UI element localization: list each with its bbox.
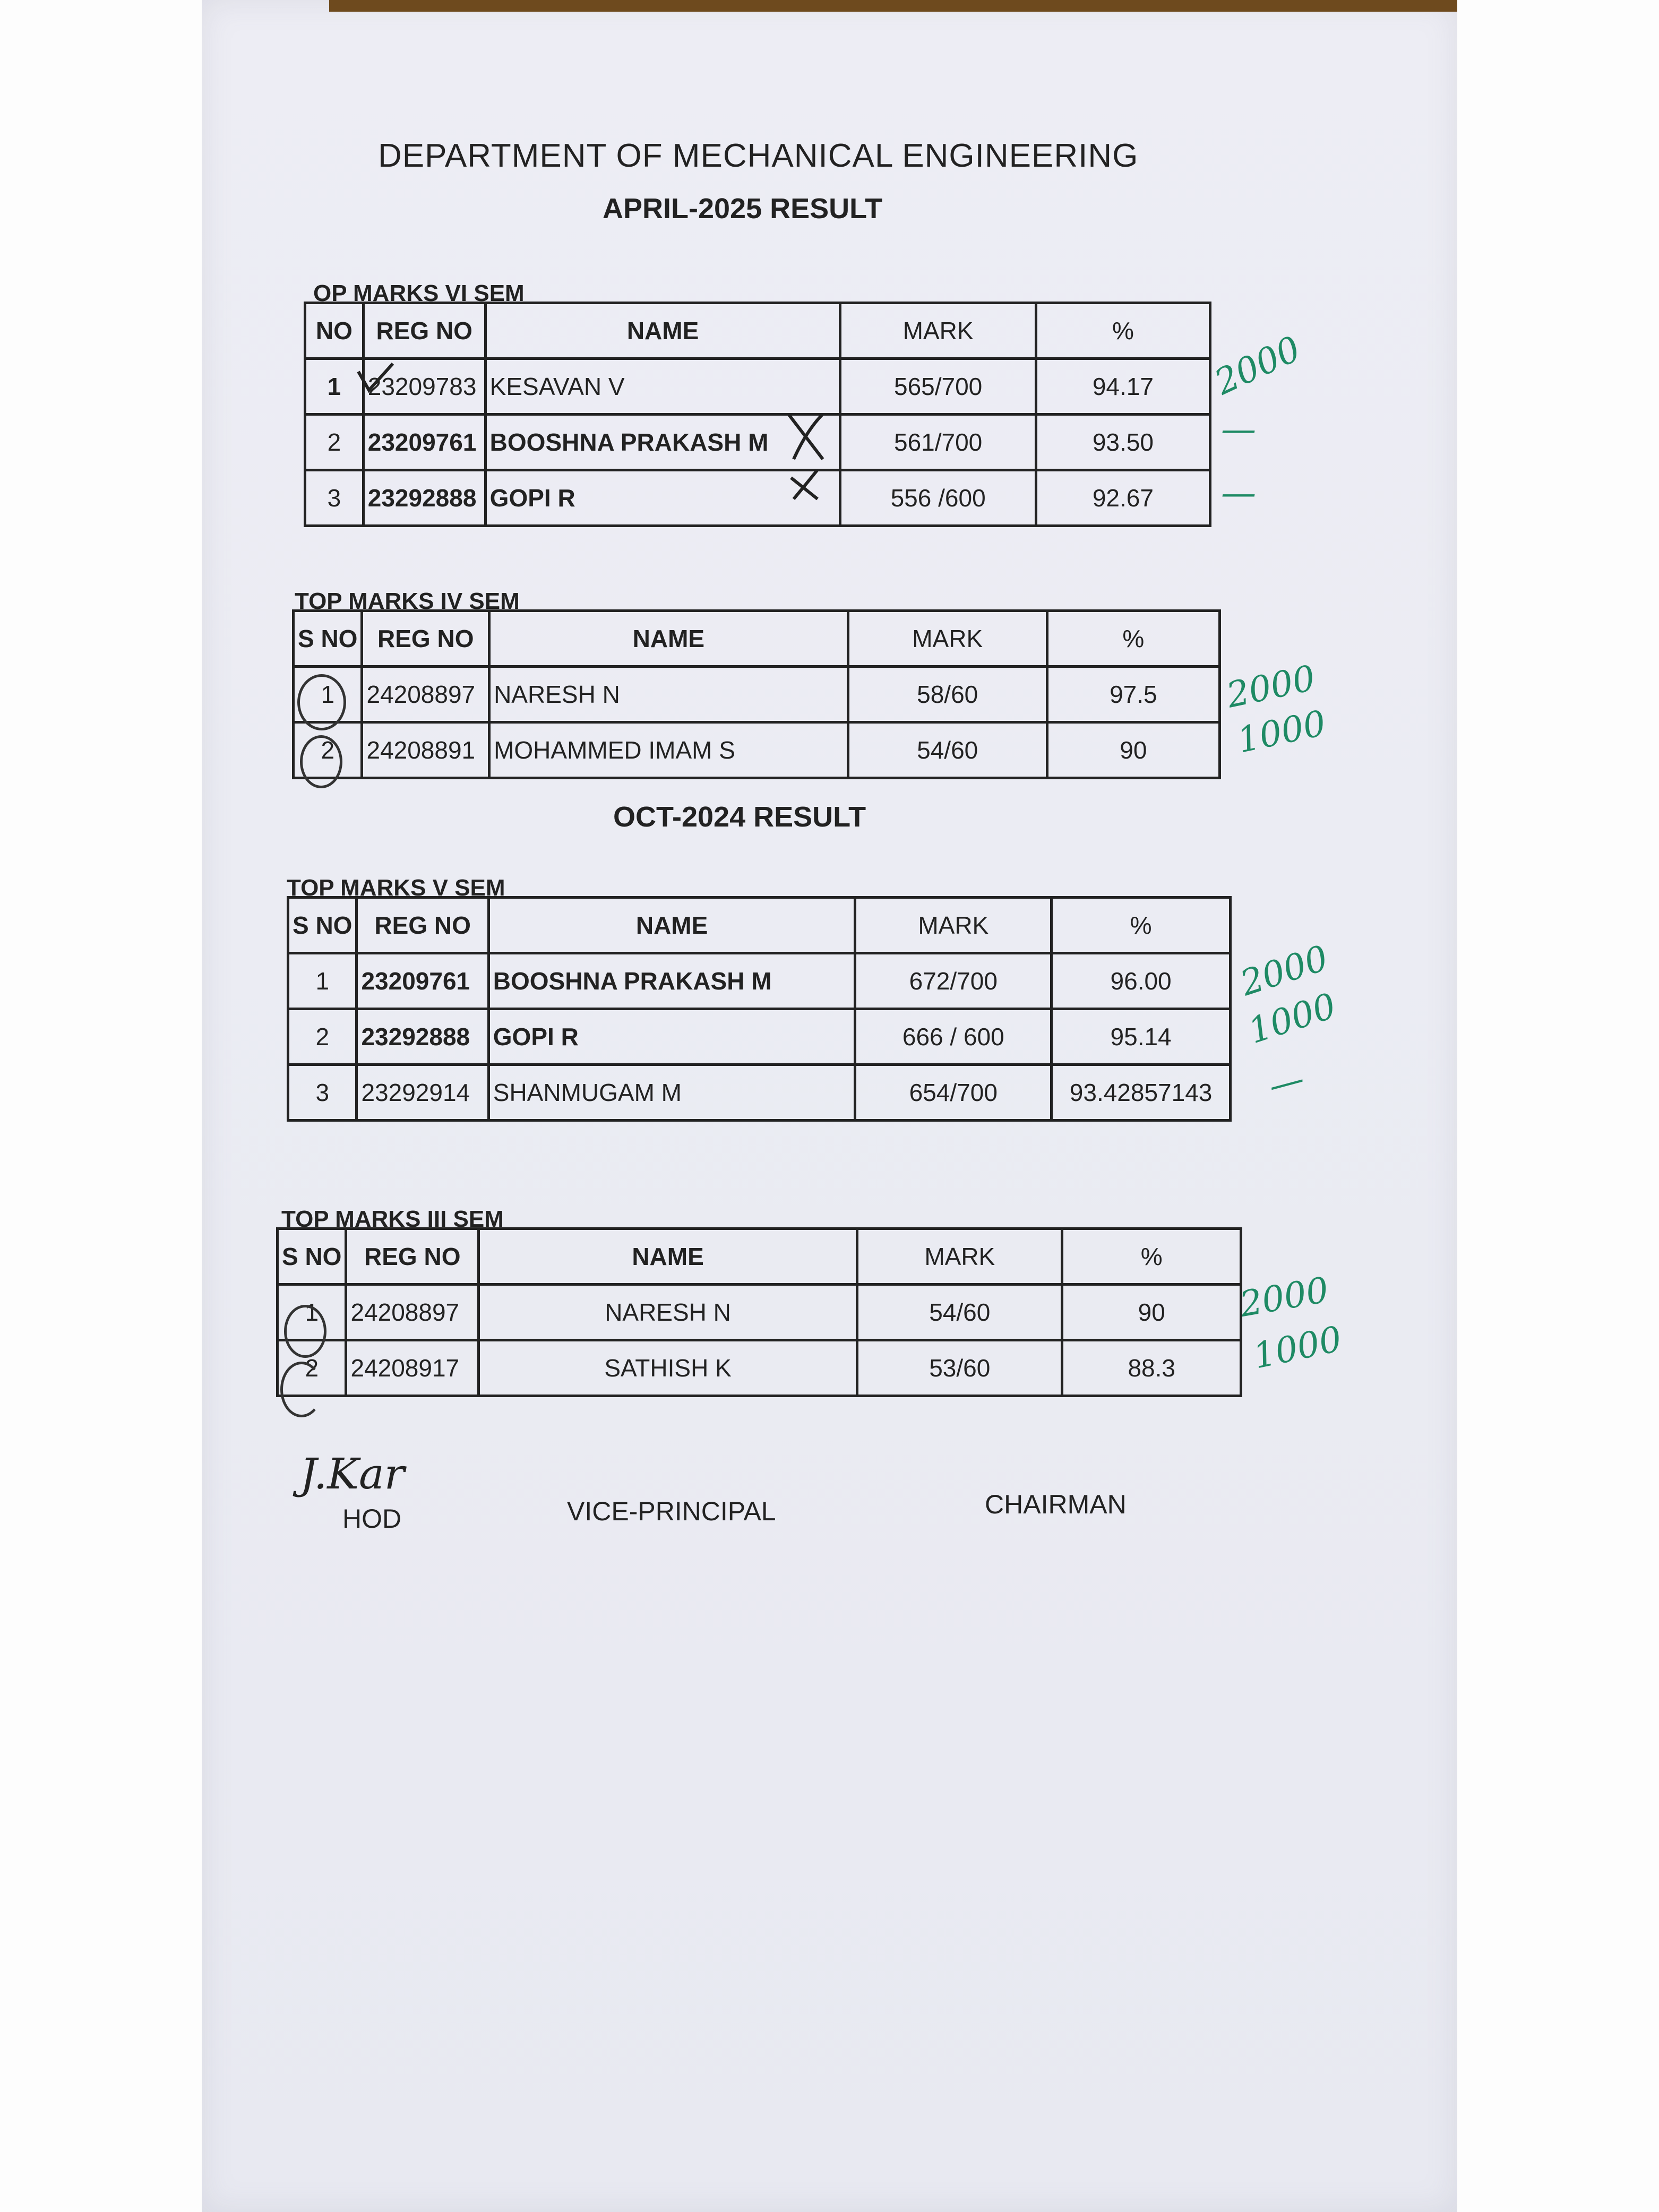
cell-sno: 1: [278, 1285, 346, 1340]
table-header-row: [305, 303, 1210, 359]
circle-mark: [300, 735, 342, 788]
cell-mark: 666 / 600: [855, 1009, 1052, 1065]
cell-reg-no: 23292914: [357, 1065, 488, 1121]
table-header-row: [294, 611, 1220, 667]
cell-name: BOOSHNA PRAKASH M: [488, 953, 855, 1009]
cell-name: BOOSHNA PRAKASH M: [485, 415, 840, 470]
table-row: [278, 1285, 1241, 1340]
col-name: NAME: [485, 303, 840, 359]
table-vi-sem: [304, 302, 1211, 527]
cell-reg-no: 23292888: [357, 1009, 488, 1065]
table-iii-sem: [276, 1227, 1242, 1397]
cell-reg-no: 23209761: [363, 415, 485, 470]
section-heading-v-sem: TOP MARKS V SEM: [287, 875, 505, 901]
cell-name: GOPI R: [488, 1009, 855, 1065]
cell-mark: 58/60: [848, 667, 1047, 722]
cell-name: NARESH N: [489, 667, 848, 722]
table-row: [305, 415, 1210, 470]
cell-name: MOHAMMED IMAM S: [489, 722, 848, 778]
handwritten-amount: 2000: [1235, 937, 1333, 1004]
cell-sno: 2: [294, 722, 362, 778]
cell-percent: 93.50: [1036, 415, 1210, 470]
chairman-label: CHAIRMAN: [985, 1490, 1127, 1519]
handwritten-dash: —: [1264, 1057, 1309, 1107]
cell-reg-no: 24208897: [362, 667, 489, 722]
handwritten-amount: 2000: [1223, 657, 1319, 716]
cell-mark: 54/60: [857, 1285, 1062, 1340]
circle-mark: [280, 1362, 323, 1417]
handwritten-amount: 1000: [1243, 985, 1341, 1052]
cell-percent: 95.14: [1052, 1009, 1231, 1065]
cell-name: GOPI R: [485, 470, 840, 526]
section-heading-iii-sem: TOP MARKS III SEM: [281, 1206, 504, 1232]
col-mark: MARK: [848, 611, 1047, 667]
oct-result-heading: OCT-2024 RESULT: [613, 801, 866, 833]
hod-label: HOD: [342, 1504, 402, 1534]
cross-icon: [786, 467, 828, 504]
table-row: [278, 1340, 1241, 1396]
cell-percent: 88.3: [1062, 1340, 1241, 1396]
circle-mark: [297, 674, 346, 730]
handwritten-amount: 2000: [1208, 328, 1307, 403]
cell-sno: 1: [288, 953, 357, 1009]
handwritten-amount: 2000: [1236, 1269, 1332, 1325]
backdrop-right: [1457, 0, 1659, 2212]
vice-principal-label: VICE-PRINCIPAL: [567, 1496, 776, 1526]
table-row: [294, 667, 1220, 722]
col-mark: MARK: [855, 898, 1052, 953]
cell-mark: 565/700: [840, 359, 1036, 415]
cell-percent: 96.00: [1052, 953, 1231, 1009]
cell-mark: 53/60: [857, 1340, 1062, 1396]
table-row: [305, 359, 1210, 415]
cell-reg-no: 23209761: [357, 953, 488, 1009]
cell-percent: 90: [1047, 722, 1219, 778]
cell-percent: 97.5: [1047, 667, 1219, 722]
cell-mark: 654/700: [855, 1065, 1052, 1121]
cell-mark: 672/700: [855, 953, 1052, 1009]
tick-icon: [356, 361, 398, 398]
col-name: NAME: [479, 1229, 857, 1285]
cell-mark: 561/700: [840, 415, 1036, 470]
table-row: [288, 1009, 1231, 1065]
cell-reg-no: 23209783: [363, 359, 485, 415]
table-iv-sem: [292, 609, 1221, 779]
cell-sno: 2: [288, 1009, 357, 1065]
col-mark: MARK: [857, 1229, 1062, 1285]
cell-name: SATHISH K: [479, 1340, 857, 1396]
cell-sno: 2: [305, 415, 364, 470]
april-result-heading: APRIL-2025 RESULT: [603, 193, 883, 225]
department-title: DEPARTMENT OF MECHANICAL ENGINEERING: [378, 137, 1139, 174]
table-header-row: [288, 898, 1231, 953]
col-name: NAME: [488, 898, 855, 953]
table-row: [288, 953, 1231, 1009]
cell-name: KESAVAN V: [485, 359, 840, 415]
handwritten-amount: 1000: [1233, 702, 1330, 761]
cell-reg-no: 23292888: [363, 470, 485, 526]
col-reg-no: REG NO: [346, 1229, 479, 1285]
col-sno: S NO: [294, 611, 362, 667]
hod-signature: J.Kar: [300, 1449, 405, 1499]
table-row: [305, 470, 1210, 526]
cell-percent: 90: [1062, 1285, 1241, 1340]
handwritten-dash: —: [1221, 409, 1256, 450]
cell-reg-no: 24208917: [346, 1340, 479, 1396]
col-percent: %: [1062, 1229, 1241, 1285]
col-reg-no: REG NO: [357, 898, 488, 953]
cell-sno: 1: [305, 359, 364, 415]
col-name: NAME: [489, 611, 848, 667]
handwritten-dash: —: [1221, 472, 1256, 513]
cell-sno: 3: [305, 470, 364, 526]
cell-name: SHANMUGAM M: [488, 1065, 855, 1121]
sheet-top-edge: [329, 0, 1457, 12]
cell-percent: 94.17: [1036, 359, 1210, 415]
cell-reg-no: 24208897: [346, 1285, 479, 1340]
table-v-sem: [287, 896, 1232, 1122]
cell-mark: 54/60: [848, 722, 1047, 778]
col-percent: %: [1047, 611, 1219, 667]
table-row: [288, 1065, 1231, 1121]
cross-icon: [780, 409, 833, 462]
cell-reg-no: 24208891: [362, 722, 489, 778]
backdrop-left: [0, 0, 202, 2212]
col-sno: S NO: [278, 1229, 346, 1285]
cell-sno: 1: [294, 667, 362, 722]
cell-percent: 93.42857143: [1052, 1065, 1231, 1121]
table-row: [294, 722, 1220, 778]
col-sno: S NO: [288, 898, 357, 953]
col-percent: %: [1036, 303, 1210, 359]
col-sno: NO: [305, 303, 364, 359]
cell-sno: 2: [278, 1340, 346, 1396]
col-reg-no: REG NO: [363, 303, 485, 359]
col-mark: MARK: [840, 303, 1036, 359]
table-header-row: [278, 1229, 1241, 1285]
circle-mark: [284, 1305, 326, 1358]
section-heading-iv-sem: TOP MARKS IV SEM: [295, 588, 520, 614]
cell-percent: 92.67: [1036, 470, 1210, 526]
col-percent: %: [1052, 898, 1231, 953]
cell-sno: 3: [288, 1065, 357, 1121]
col-reg-no: REG NO: [362, 611, 489, 667]
cell-name: NARESH N: [479, 1285, 857, 1340]
section-heading-vi-sem: OP MARKS VI SEM: [313, 280, 525, 306]
cell-mark: 556 /600: [840, 470, 1036, 526]
handwritten-amount: 1000: [1249, 1318, 1346, 1377]
